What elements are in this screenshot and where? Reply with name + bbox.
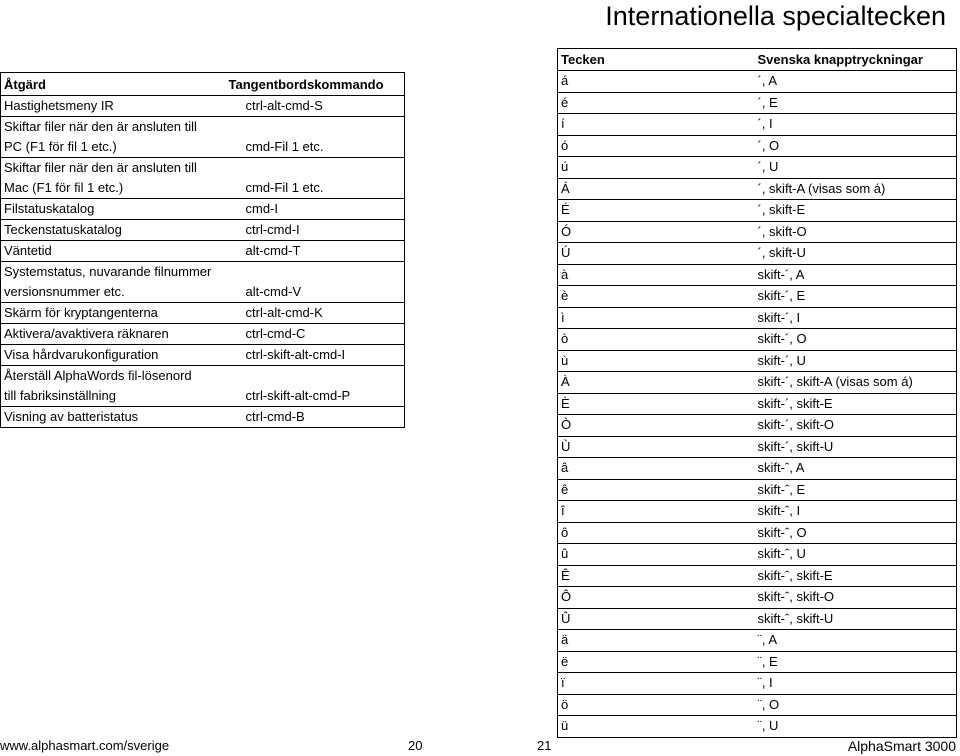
table-row [558,565,957,587]
keystroke-cell: ´, skift-U [754,243,957,265]
table-row [558,716,957,738]
character-cell: í [558,114,754,136]
character-cell: Á [558,178,754,200]
table-row [558,393,957,415]
character-cell: ï [558,673,754,695]
command-cell: cmd-I [226,199,405,220]
character-cell: ô [558,522,754,544]
action-cell: Teckenstatuskatalog [1,220,226,241]
table-row [558,71,957,93]
command-cell: cmd-Fil 1 etc. [226,158,405,199]
character-cell: Ú [558,243,754,265]
table-row [558,307,957,329]
action-cell: Återställ AlphaWords fil-lösenord till fabriksinställning [1,366,226,407]
keystroke-cell: ´, skift-A (visas som á) [754,178,957,200]
character-cell: É [558,200,754,222]
shortcut-table [0,72,405,428]
table-row [558,651,957,673]
footer-url: www.alphasmart.com/sverige [0,738,170,753]
keystroke-cell: skift-ˆ, A [754,458,957,480]
special-characters-table [557,48,957,738]
table-row [558,243,957,265]
character-cell: È [558,393,754,415]
action-cell: Hastighetsmeny IR [1,96,226,117]
keystroke-cell: ´, U [754,157,957,179]
keystroke-cell: skift-´, U [754,350,957,372]
keystroke-cell: ´, O [754,135,957,157]
footer-brand: AlphaSmart 3000 [847,738,956,754]
table-row [558,436,957,458]
action-cell: Visa hårdvarukonfiguration [1,345,226,366]
table-row [558,264,957,286]
keystroke-cell: skift-´, A [754,264,957,286]
table-row [1,117,405,158]
character-cell: À [558,372,754,394]
command-cell: alt-cmd-V [226,262,405,303]
character-cell: Ò [558,415,754,437]
character-cell: è [558,286,754,308]
keystroke-cell: skift-ˆ, E [754,479,957,501]
keystroke-cell: skift-´, E [754,286,957,308]
table-row [1,345,405,366]
action-cell: Visning av batteristatus [1,407,226,428]
keystroke-cell: ¨, A [754,630,957,652]
character-cell: ì [558,307,754,329]
table-row [558,114,957,136]
page-number-left: 20 [408,738,423,753]
action-cell: Skärm för kryptangenterna [1,303,226,324]
character-cell: â [558,458,754,480]
table-row [558,178,957,200]
table-row [558,479,957,501]
table-row [558,221,957,243]
command-cell: ctrl-cmd-I [226,220,405,241]
table-row [1,96,405,117]
table-row [1,262,405,303]
character-column-header: Tecken [558,49,754,71]
page-number-right: 21 [537,738,552,753]
command-cell: ctrl-skift-alt-cmd-I [226,345,405,366]
character-cell: ù [558,350,754,372]
table-row [1,241,405,262]
table-row [558,157,957,179]
page-title: Internationella specialtecken [605,1,946,31]
character-cell: ü [558,716,754,738]
keystroke-cell: ´, skift-O [754,221,957,243]
table-row [558,544,957,566]
keystroke-cell: skift-´, skift-U [754,436,957,458]
table-row [558,608,957,630]
character-cell: á [558,71,754,93]
keystroke-cell: skift-´, skift-A (visas som á) [754,372,957,394]
character-cell: ê [558,479,754,501]
shortcut-table-header-row [1,73,405,96]
keystroke-cell: ´, E [754,92,957,114]
character-cell: Û [558,608,754,630]
action-cell: Väntetid [1,241,226,262]
table-row [558,329,957,351]
keystroke-cell: skift-´, skift-O [754,415,957,437]
table-row [558,372,957,394]
table-row [558,200,957,222]
table-row [558,135,957,157]
command-cell: ctrl-alt-cmd-K [226,303,405,324]
keystroke-cell: ´, skift-E [754,200,957,222]
table-row [1,199,405,220]
character-cell: Ô [558,587,754,609]
keystroke-cell: skift-ˆ, I [754,501,957,523]
command-column-header: Tangentbordskommando [228,76,384,92]
character-cell: Ó [558,221,754,243]
keystroke-cell: skift-ˆ, O [754,522,957,544]
action-cell: Skiftar filer när den är ansluten till PC (F1 för fil 1 etc.) [1,117,226,158]
keystroke-cell: skift-´, I [754,307,957,329]
command-cell: ctrl-skift-alt-cmd-P [226,366,405,407]
keystroke-column-header: Svenska knapptryckningar [754,49,957,71]
keystroke-cell: skift-ˆ, skift-E [754,565,957,587]
keystroke-cell: ´, I [754,114,957,136]
character-cell: à [558,264,754,286]
character-cell: ë [558,651,754,673]
character-cell: û [558,544,754,566]
character-cell: é [558,92,754,114]
action-cell: Systemstatus, nuvarande filnummer versionsnummer etc. [1,262,226,303]
character-cell: Ê [558,565,754,587]
character-cell: ú [558,157,754,179]
action-column-header: Åtgärd [4,76,46,92]
table-row [558,458,957,480]
keystroke-cell: ¨, O [754,694,957,716]
keystroke-cell: skift-ˆ, skift-U [754,608,957,630]
table-row [558,673,957,695]
table-row [1,303,405,324]
keystroke-cell: ´, A [754,71,957,93]
command-cell: ctrl-cmd-B [226,407,405,428]
table-row [1,158,405,199]
character-cell: ò [558,329,754,351]
command-cell: alt-cmd-T [226,241,405,262]
keystroke-cell: ¨, U [754,716,957,738]
table-row [558,92,957,114]
keystroke-cell: skift-ˆ, skift-O [754,587,957,609]
character-cell: ö [558,694,754,716]
table-row [558,350,957,372]
keystroke-cell: ¨, E [754,651,957,673]
table-row [1,220,405,241]
table-row [1,407,405,428]
keystroke-cell: ¨, I [754,673,957,695]
character-cell: ä [558,630,754,652]
character-cell: î [558,501,754,523]
table-row [558,630,957,652]
keystroke-cell: skift-´, skift-E [754,393,957,415]
table-row [1,324,405,345]
table-row [558,501,957,523]
character-cell: Ù [558,436,754,458]
table-row [558,522,957,544]
characters-table-header-row [558,49,957,71]
command-cell: ctrl-alt-cmd-S [226,96,405,117]
table-row [1,366,405,407]
keystroke-cell: skift-ˆ, U [754,544,957,566]
table-row [558,587,957,609]
keystroke-cell: skift-´, O [754,329,957,351]
character-cell: ó [558,135,754,157]
action-cell: Filstatuskatalog [1,199,226,220]
command-cell: ctrl-cmd-C [226,324,405,345]
action-cell: Aktivera/avaktivera räknaren [1,324,226,345]
table-row [558,286,957,308]
table-row [558,415,957,437]
table-row [558,694,957,716]
command-cell: cmd-Fil 1 etc. [226,117,405,158]
action-cell: Skiftar filer när den är ansluten till Mac (F1 för fil 1 etc.) [1,158,226,199]
